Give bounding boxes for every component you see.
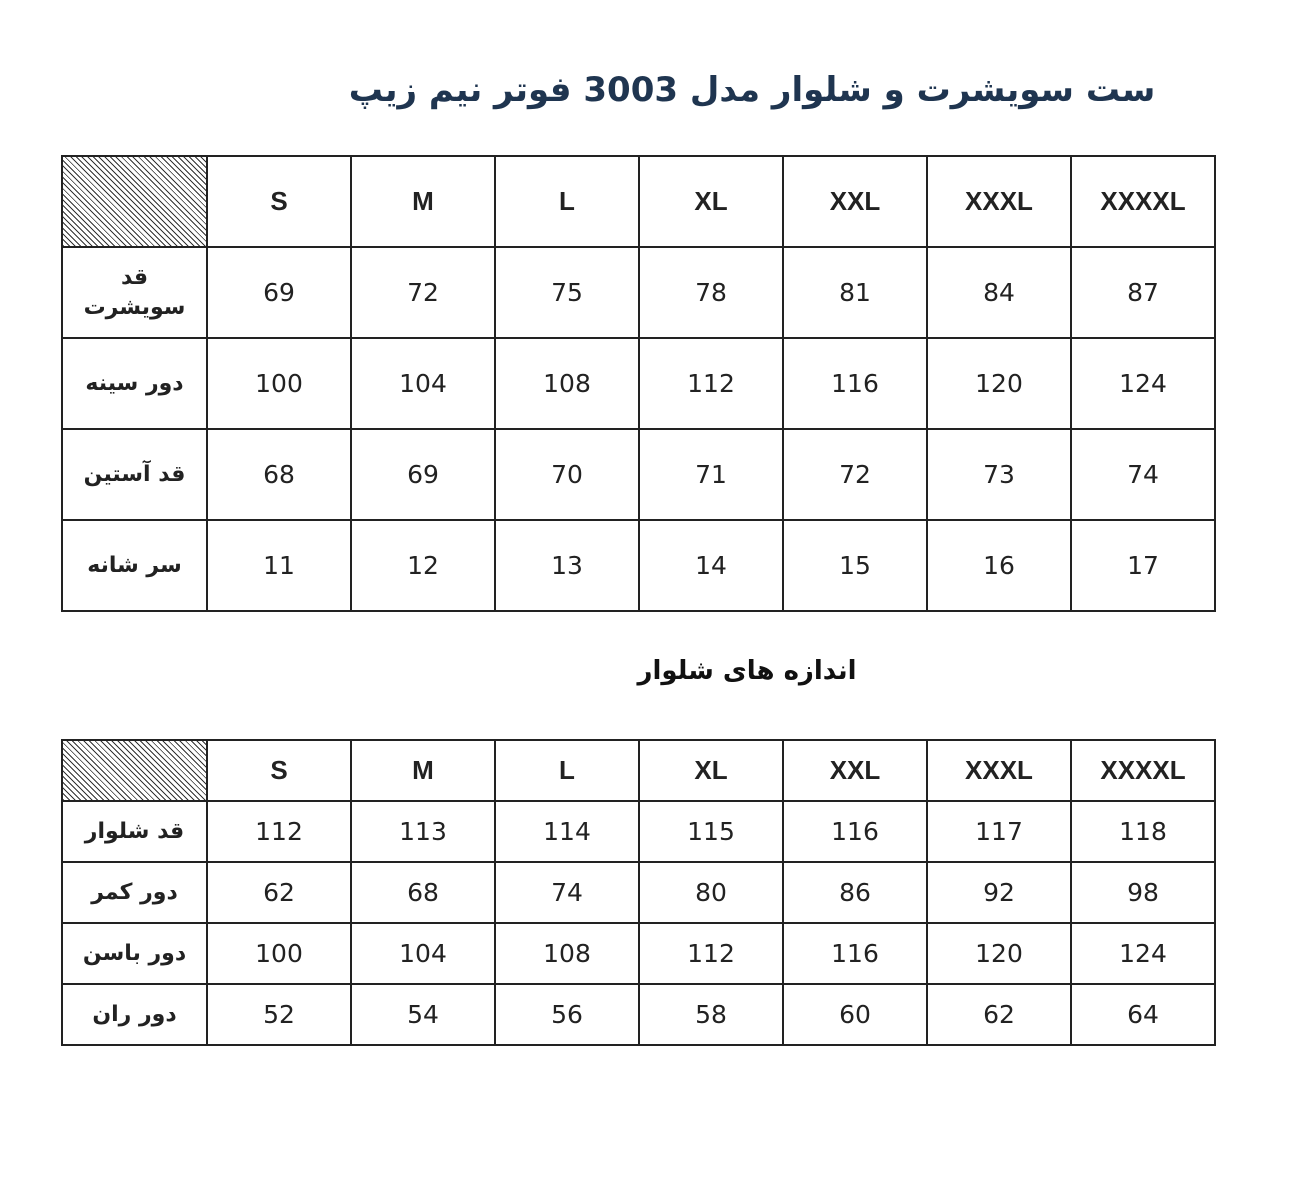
table-row xyxy=(62,338,1215,429)
table-cell: 113 xyxy=(351,801,495,862)
table-cell: 108 xyxy=(495,923,639,984)
row-label: دور سینه xyxy=(62,338,207,429)
table-cell: 62 xyxy=(927,984,1071,1045)
table-row xyxy=(62,984,1215,1045)
table-cell: 81 xyxy=(783,247,927,338)
size-header: XXXL xyxy=(927,156,1071,247)
row-label: دور ران xyxy=(62,984,207,1045)
table-cell: 84 xyxy=(927,247,1071,338)
table-cell: 17 xyxy=(1071,520,1215,611)
table-cell: 69 xyxy=(351,429,495,520)
table-cell: 112 xyxy=(639,923,783,984)
table-cell: 12 xyxy=(351,520,495,611)
table-cell: 58 xyxy=(639,984,783,1045)
table-cell: 11 xyxy=(207,520,351,611)
table-cell: 78 xyxy=(639,247,783,338)
table-cell: 64 xyxy=(1071,984,1215,1045)
table-cell: 114 xyxy=(495,801,639,862)
row-label: قد شلوار xyxy=(62,801,207,862)
table-cell: 13 xyxy=(495,520,639,611)
table-cell: 74 xyxy=(1071,429,1215,520)
size-header: M xyxy=(351,740,495,801)
size-header: XXXXL xyxy=(1071,156,1215,247)
size-header: XXXL xyxy=(927,740,1071,801)
table-cell: 60 xyxy=(783,984,927,1045)
table-cell: 124 xyxy=(1071,338,1215,429)
table-row xyxy=(62,862,1215,923)
table-cell: 69 xyxy=(207,247,351,338)
table-cell: 118 xyxy=(1071,801,1215,862)
table-row xyxy=(62,801,1215,862)
table-cell: 117 xyxy=(927,801,1071,862)
table-cell: 62 xyxy=(207,862,351,923)
table-cell: 120 xyxy=(927,338,1071,429)
sweatshirt-size-table xyxy=(61,155,1216,612)
size-header: L xyxy=(495,740,639,801)
pants-size-table xyxy=(61,739,1216,1046)
table-row xyxy=(62,923,1215,984)
table-row xyxy=(62,429,1215,520)
size-header: XXXXL xyxy=(1071,740,1215,801)
table-cell: 100 xyxy=(207,338,351,429)
table-cell: 14 xyxy=(639,520,783,611)
row-label: دور کمر xyxy=(62,862,207,923)
table-cell: 68 xyxy=(207,429,351,520)
table-cell: 116 xyxy=(783,923,927,984)
table-cell: 75 xyxy=(495,247,639,338)
row-label: قد آستین xyxy=(62,429,207,520)
table-cell: 120 xyxy=(927,923,1071,984)
row-label: سر شانه xyxy=(62,520,207,611)
table-cell: 71 xyxy=(639,429,783,520)
table-cell: 92 xyxy=(927,862,1071,923)
table-cell: 80 xyxy=(639,862,783,923)
table-cell: 112 xyxy=(639,338,783,429)
table-cell: 15 xyxy=(783,520,927,611)
hatched-corner-cell xyxy=(62,740,207,801)
table-cell: 104 xyxy=(351,338,495,429)
table-cell: 87 xyxy=(1071,247,1215,338)
table-cell: 124 xyxy=(1071,923,1215,984)
table-cell: 70 xyxy=(495,429,639,520)
table-cell: 72 xyxy=(351,247,495,338)
hatched-corner-cell xyxy=(62,156,207,247)
table-cell: 16 xyxy=(927,520,1071,611)
table-cell: 100 xyxy=(207,923,351,984)
page-title: ست سویشرت و شلوار مدل 3003 فوتر نیم زیپ xyxy=(348,70,1156,110)
table-cell: 104 xyxy=(351,923,495,984)
table-cell: 54 xyxy=(351,984,495,1045)
table-cell: 52 xyxy=(207,984,351,1045)
table-row xyxy=(62,520,1215,611)
size-header: XXL xyxy=(783,156,927,247)
table-cell: 72 xyxy=(783,429,927,520)
pants-section-title: اندازه های شلوار xyxy=(637,656,857,686)
size-header: XL xyxy=(639,740,783,801)
table-header-row xyxy=(62,740,1215,801)
table-cell: 98 xyxy=(1071,862,1215,923)
size-header: XL xyxy=(639,156,783,247)
table-cell: 68 xyxy=(351,862,495,923)
table-cell: 108 xyxy=(495,338,639,429)
table-cell: 73 xyxy=(927,429,1071,520)
table-cell: 86 xyxy=(783,862,927,923)
size-header: S xyxy=(207,740,351,801)
table-cell: 56 xyxy=(495,984,639,1045)
table-cell: 74 xyxy=(495,862,639,923)
table-header-row xyxy=(62,156,1215,247)
row-label: قد سویشرت xyxy=(62,247,207,338)
table-cell: 116 xyxy=(783,801,927,862)
size-header: L xyxy=(495,156,639,247)
table-cell: 115 xyxy=(639,801,783,862)
row-label: دور باسن xyxy=(62,923,207,984)
size-header: M xyxy=(351,156,495,247)
size-header: S xyxy=(207,156,351,247)
table-cell: 116 xyxy=(783,338,927,429)
table-row xyxy=(62,247,1215,338)
size-header: XXL xyxy=(783,740,927,801)
table-cell: 112 xyxy=(207,801,351,862)
